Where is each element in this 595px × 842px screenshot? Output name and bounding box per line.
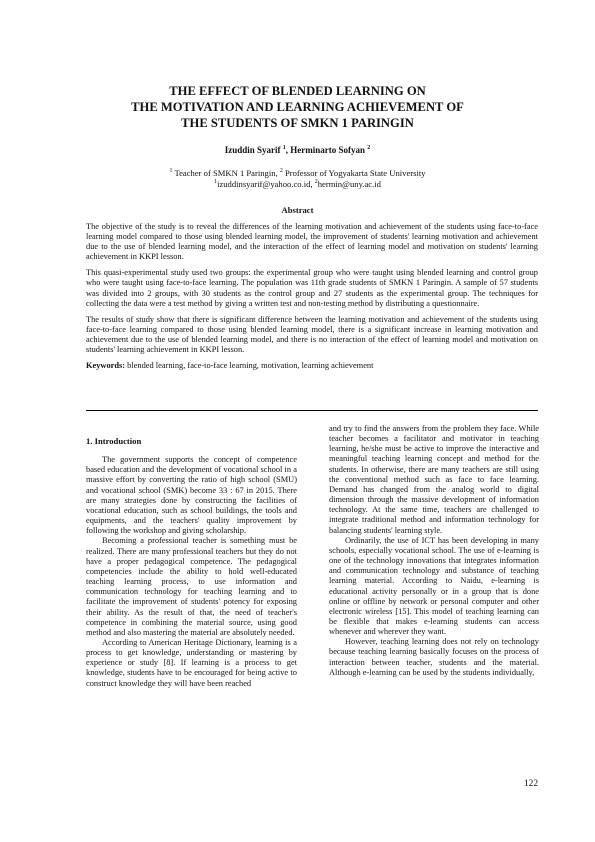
- affiliation-mark: 2: [279, 168, 283, 175]
- affiliation-line: [60, 168, 535, 179]
- section-divider: [86, 410, 538, 411]
- abstract-heading: Abstract: [281, 205, 314, 215]
- affiliation-mark: 2: [367, 145, 371, 151]
- affiliation-mark: 1: [282, 145, 286, 151]
- keywords-text: blended learning, face-to-face learning, motivation, learning achievement: [125, 361, 374, 371]
- author-separator: ,: [285, 145, 291, 155]
- affiliation-mark: 1: [214, 179, 218, 186]
- abstract-paragraph: This quasi-experimental study used two groups: the experimental group who were taught using blended learning and control group who were taught using face-to-face learning. The population was 11th grade students of SMKN 1 Paringin. A sample of 57 students was divided into 2 groups, with 30 students as the control group and 27 students as the experimental group. The techniques for collecting the data were a test method by giving a written test and non-testing method by distributing a questionnaire.: [86, 268, 538, 308]
- section-heading: 1. Introduction: [86, 436, 142, 446]
- title-line-3: THE STUDENTS OF SMKN 1 PARINGIN: [181, 116, 414, 130]
- body-paragraph: The government supports the concept of competence based education and the development of vocational school in a massive effort by converting the ratio of high school (SMU) and vocational school (SMK) become 33 : 67 in 2015. There are many strategies done by constructing the facilities of vocational education, such as school buildings, the tools and equipments, and the teachers' quality improvement by following the workshop and giving scholarship.: [86, 455, 297, 536]
- affiliation-text: Professor of Yogyakarta State University: [282, 168, 426, 178]
- body-paragraph: According to American Heritage Dictionary, learning is a process to get knowledge, understanding or mastering by experience or study [8]. If learning is a process to get knowledge, students have to be encouraged for being active to construct knowledge they will have been reached: [86, 637, 297, 688]
- email-address: izuddinsyarif@yahoo.co.id,: [217, 179, 315, 189]
- paper-title: [60, 83, 535, 131]
- page-number: 122: [523, 779, 538, 789]
- affiliations: [60, 168, 535, 190]
- author-name: Herminarto Sofyan: [290, 145, 366, 155]
- left-column: [86, 436, 297, 689]
- author-name: Izuddin Syarif: [224, 145, 281, 155]
- body-paragraph: Becoming a professional teacher is something must be realized. There are many professional teachers but they do not have a proper pedagogical competence. The pedagogical competencies include the ability to hold well-educated teaching learning process, to use information and communication technology for teaching learning and to facilitate the improvement of students' potency for exposing their ability. As the result of that, the need of teacher's competence in combining the material source, using good method and also mastering the material are absolutely needed.: [86, 536, 297, 637]
- email-line: [60, 179, 535, 190]
- affiliation-mark: 1: [169, 168, 173, 175]
- affiliation-mark: 2: [314, 179, 318, 186]
- title-line-1: THE EFFECT OF BLENDED LEARNING ON: [169, 84, 426, 98]
- body-paragraph: Ordinarily, the use of ICT has been developing in many schools, especially vocational school. The use of e-learning is one of the technology innovations that integrates information and communication technology and substance of teaching learning material. According to Naidu, e-learning is educational activity personally or in a group that is done online or offline by network or personal computer and other electronic wireless [15]. This model of teaching learning can be flexible that makes e-learning students can access whenever and wherever they want.: [329, 535, 539, 637]
- affiliation-text: Teacher of SMKN 1 Paringin,: [172, 168, 280, 178]
- abstract-paragraph: The objective of the study is to reveal the differences of the learning motivation and achievement of the students using face-to-face learning model compared to those using blended learning model, the improvement of students' learning motivation and achievement due to the use of blended learning model, and the interaction of the effect of learning model and motivation on students' learning achievement in KKPI lesson.: [86, 222, 538, 262]
- keywords-label: Keywords:: [86, 361, 126, 371]
- email-address: hermin@uny.ac.id: [317, 179, 381, 189]
- body-paragraph: However, teaching learning does not rely on technology because teaching learning basically focuses on the process of interaction between teacher, students and the material. Although e-learning can be used by the students individually,: [329, 637, 539, 677]
- abstract-paragraph: The results of study show that there is significant difference between the learning motivation and achievement of the students using face-to-face learning compared to those using blended learning model, there is a significant increase in learning motivation and achievement due to the use of blended learning model, and there is no interaction of the effect of learning model and motivation on students' learning achievement in KKPI lesson.: [86, 314, 538, 355]
- author-list: [60, 144, 535, 156]
- title-line-2: THE MOTIVATION AND LEARNING ACHIEVEMENT OF: [131, 100, 464, 114]
- keywords-line: [86, 361, 538, 371]
- body-paragraph: and try to find the answers from the problem they face. While teacher becomes a facilitator and motivator in teaching learning, he/she must be active to improve the interactive and meaningful teaching learning concept and method for the students. In otherwise, there are many teachers are still using the conventional method such as face to face learning. Demand has changed from the analog world to digital dimension through the massive development of information technology. At the same time, teachers are challenged to integrate traditional method and information technology for balancing students' learning style.: [329, 424, 539, 535]
- right-column: [329, 424, 539, 678]
- abstract-body: [86, 222, 538, 377]
